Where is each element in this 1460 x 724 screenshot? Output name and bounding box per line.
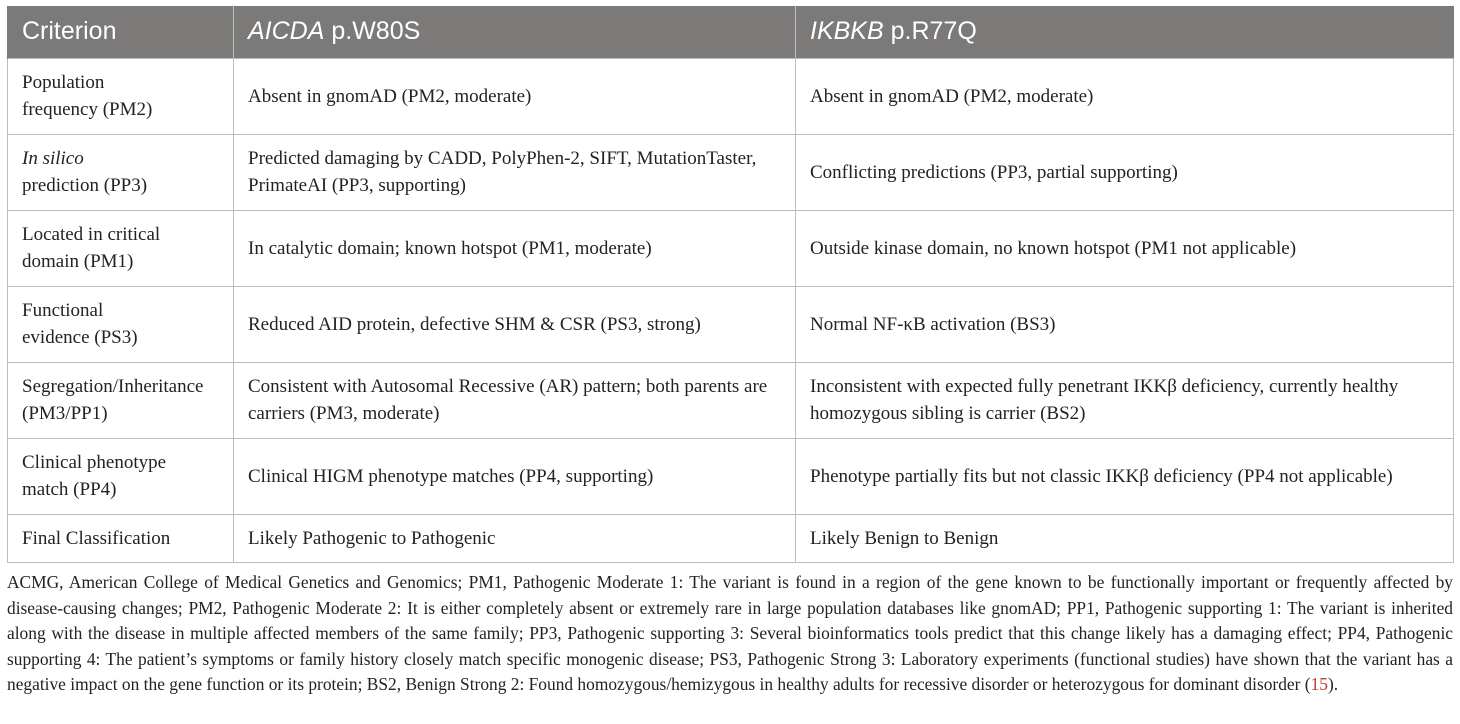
criterion-cell [8,514,234,562]
header-ikbkb-gene: IKBKB [810,17,884,46]
ikbkb-cell: Inconsistent with expected fully penetrant IKKβ deficiency, currently healthy homozygous sibling is carrier (BS2) [796,362,1454,438]
criterion-cell [8,58,234,134]
table-row [8,286,1454,362]
criterion-line2: frequency (PM2) [22,99,153,120]
header-aicda [234,6,796,58]
ikbkb-cell: Conflicting predictions (PP3, partial supporting) [796,134,1454,210]
criteria-table-container [7,6,1453,563]
criterion-line1: Segregation/Inheritance [22,376,204,397]
criterion-cell [8,286,234,362]
header-aicda-gene: AICDA [248,17,325,46]
table-row [8,362,1454,438]
aicda-cell: Predicted damaging by CADD, PolyPhen-2, SIFT, MutationTaster, PrimateAI (PP3, supporting) [234,134,796,210]
table-row [8,514,1454,562]
ikbkb-cell: Phenotype partially fits but not classic IKKβ deficiency (PP4 not applicable) [796,438,1454,514]
criterion-line1: Functional [22,300,104,321]
ikbkb-cell: Likely Benign to Benign [796,514,1454,562]
footnote-text: ACMG, American College of Medical Genetics and Genomics; PM1, Pathogenic Moderate 1: The variant is found in a region of the gene known to be functionally important or frequently affected by disease-causing changes; PM2, Pathogenic Moderate 2: It is either completely absent or extremely rare in large population databases like gnomAD; PP1, Pathogenic supporting 1: The variant is inherited along with the disease in multiple affected members of the same family; PP3, Pathogenic supporting 3: Several bioinformatics tools predict that this change likely has a damaging effect; PP4, Pathogenic supporting 4: The patient’s symptoms or family history closely match specific monogenic disease; PS3, Pathogenic Strong 3: Laboratory experiments (functional studies) have shown that the variant has a negative impact on the gene function or its protein; BS2, Benign Strong 2: Found homozygous/hemizygous in healthy adults for recessive disorder or heterozygous for dominant disorder ( [7,572,1453,694]
table-row [8,134,1454,210]
table-row [8,210,1454,286]
criterion-italic: In silico [22,148,84,169]
aicda-cell: Reduced AID protein, defective SHM & CSR (PS3, strong) [234,286,796,362]
acmg-criteria-table [7,6,1454,563]
header-ikbkb-variant: p.R77Q [883,17,977,46]
criterion-line1: Final Classification [22,527,171,549]
criterion-cell [8,438,234,514]
criterion-line1: Located in critical [22,224,161,245]
criterion-line1: Clinical phenotype [22,452,167,473]
aicda-cell: Consistent with Autosomal Recessive (AR) pattern; both parents are carriers (PM3, moderate) [234,362,796,438]
table-row [8,58,1454,134]
header-aicda-variant: p.W80S [324,17,421,46]
ikbkb-cell: Normal NF-κB activation (BS3) [796,286,1454,362]
criterion-line1: Population [22,72,105,93]
criterion-cell [8,210,234,286]
table-footnote [7,570,1453,698]
criterion-line2: domain (PM1) [22,251,134,272]
aicda-cell: In catalytic domain; known hotspot (PM1, moderate) [234,210,796,286]
aicda-cell: Likely Pathogenic to Pathogenic [234,514,796,562]
header-ikbkb [796,6,1454,58]
criterion-cell [8,134,234,210]
header-criterion [8,6,234,58]
footnote-tail: ). [1327,674,1339,694]
criterion-cell [8,362,234,438]
reference-link[interactable]: 15 [1310,674,1328,694]
criterion-line2: evidence (PS3) [22,327,138,348]
table-header-row [8,6,1454,58]
criterion-line2: prediction (PP3) [22,175,148,196]
header-criterion-label: Criterion [22,17,117,46]
aicda-cell: Clinical HIGM phenotype matches (PP4, supporting) [234,438,796,514]
criterion-line2: (PM3/PP1) [22,403,108,424]
ikbkb-cell: Absent in gnomAD (PM2, moderate) [796,58,1454,134]
table-row [8,438,1454,514]
aicda-cell: Absent in gnomAD (PM2, moderate) [234,58,796,134]
criterion-line2: match (PP4) [22,479,117,500]
ikbkb-cell: Outside kinase domain, no known hotspot (PM1 not applicable) [796,210,1454,286]
